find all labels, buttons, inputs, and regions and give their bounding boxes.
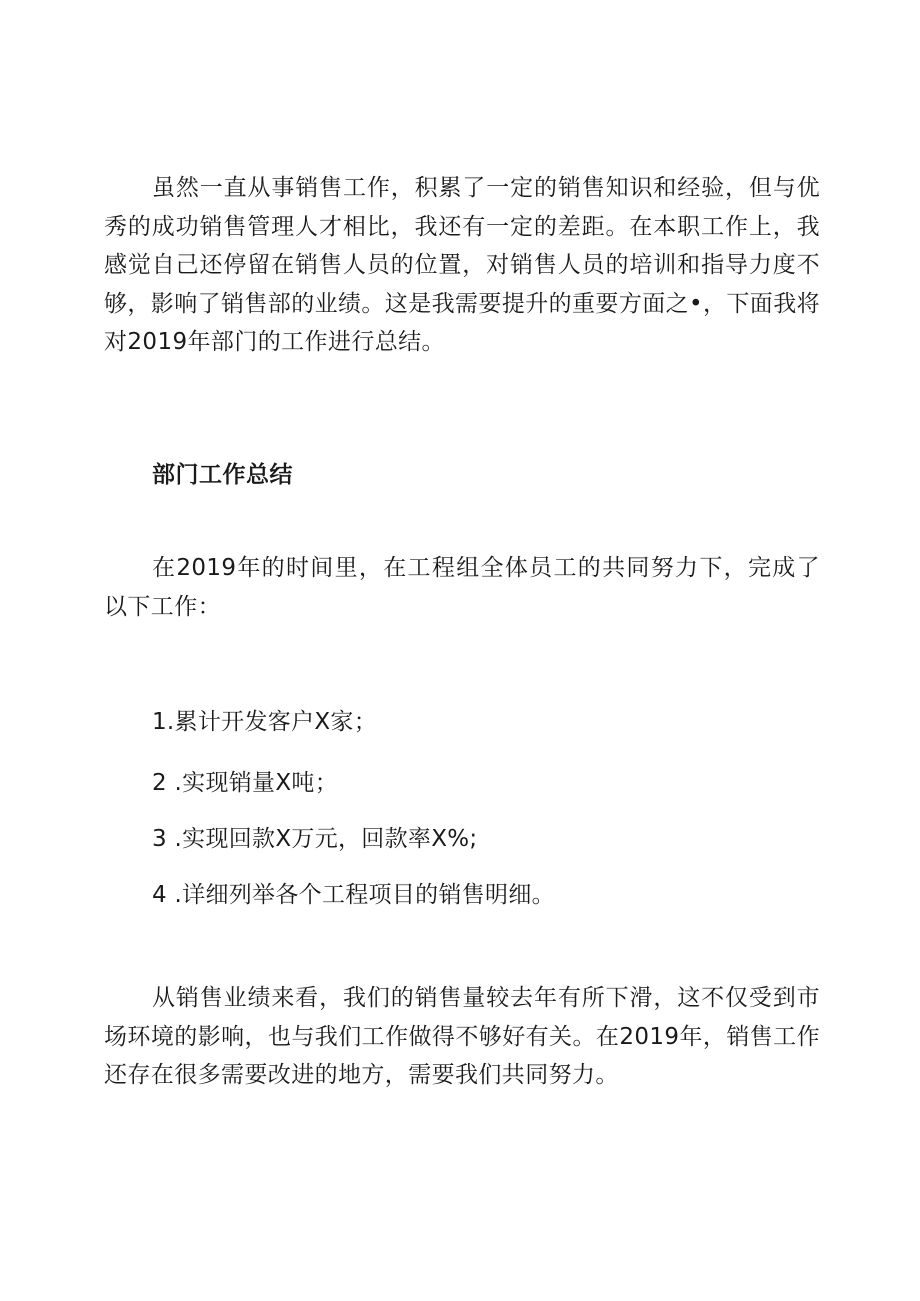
list-item: 1.累计开发客户X家； xyxy=(152,709,378,735)
work-summary-paragraph: 在2019年的时间里，在工程组全体员工的共同努力下，完成了以下工作： xyxy=(104,555,820,620)
section-heading: 部门工作总结 xyxy=(152,462,293,488)
list-item: 3 .实现回款X万元，回款率X%; xyxy=(152,826,478,852)
list-item: 2 .实现销量X吨； xyxy=(152,770,339,796)
list-item: 4 .详细列举各个工程项目的销售明细。 xyxy=(152,882,555,908)
intro-paragraph: 虽然一直从事销售工作，积累了一定的销售知识和经验，但与优秀的成功销售管理人才相比，我还有一定的差距。在本职工作上，我感觉自己还停留在销售人员的位置，对销售人员的培训和指导力度不够，影响了销售部的业绩。这是我需要提升的重要方面之•，下面我将对2019年部门的工作进行总结。 xyxy=(104,175,820,355)
performance-paragraph: 从销售业绩来看，我们的销售量较去年有所下滑，这不仅受到市场环境的影响，也与我们工作做得不够好有关。在2019年，销售工作还存在很多需要改进的地方，需要我们共同努力。 xyxy=(104,985,820,1088)
